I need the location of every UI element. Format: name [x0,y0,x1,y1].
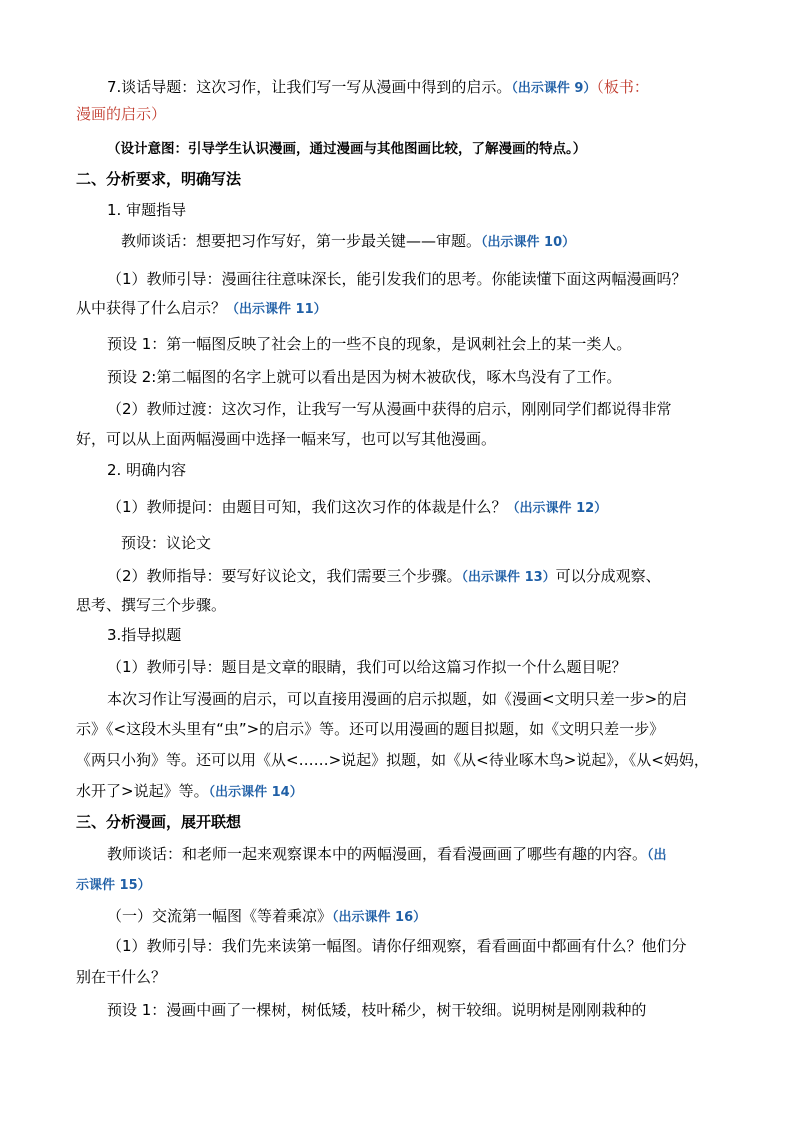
text-line [76,966,716,988]
text-line [121,230,761,254]
text-segment-blue: （出示课件 11） [226,302,327,317]
text-segment-blue: （出示课件 12） [506,501,608,516]
text-line [107,398,747,420]
text-segment: 别在干什么？ [76,968,167,986]
text-segment: 预设 1：第一幅图反映了社会上的一些不良的现象，是讽刺社会上的某一类人。 [107,335,632,353]
text-segment: （1）教师提问：由题目可知，我们这次习作的体裁是什么？ [107,498,507,516]
text-segment: 7.谈话导题：这次习作，让我们写一写从漫画中得到的启示。 [107,78,512,96]
text-segment: 预设 2:第二幅图的名字上就可以看出是因为树木被砍伐，啄木鸟没有了工作。 [107,368,622,386]
text-line [107,905,747,929]
text-line [107,624,747,646]
text-line [76,873,716,897]
text-segment-blue: （出示课件 10） [481,235,576,250]
text-line [107,565,747,589]
text-segment-blue: （出示课件 16） [332,910,427,925]
text-line [76,780,716,804]
text-segment: （1）教师引导：漫画往往意味深长，能引发我们的思考。你能读懂下面这两幅漫画吗？ [107,270,687,288]
text-segment: 思考、撰写三个步骤。 [76,596,227,614]
text-line [107,459,747,481]
text-segment: 教师谈话：想要把习作写好，第一步最关键——审题。 [121,232,482,250]
text-line [76,811,716,833]
text-segment: 1. 审题指导 [107,201,187,219]
text-line [107,935,747,957]
text-segment: 3.指导拟题 [107,626,182,644]
text-segment-note: （设计意图：引导学生认识漫画，通过漫画与其他图画比较，了解漫画的特点。） [107,141,587,157]
text-line [107,366,747,388]
text-segment: 可以分成观察、 [555,567,661,585]
text-segment-blue: （出示课件 9） [511,81,597,96]
text-segment: 本次习作让写漫画的启示，可以直接用漫画的启示拟题，如《漫画<文明只差一步>的启 [107,690,688,708]
text-segment: 预设 1：漫画中画了一棵树，树低矮，枝叶稀少，树干较细。说明树是刚刚栽种的 [107,1001,647,1019]
text-line [107,688,747,710]
text-line [76,103,716,125]
text-segment: 好，可以从上面两幅漫画中选择一幅来写，也可以写其他漫画。 [76,430,497,448]
text-line [76,594,716,616]
text-segment-red: （板书： [596,78,649,96]
text-line [107,333,747,355]
text-segment: 从中获得了什么启示？ [76,299,227,317]
text-segment-bold: 三、分析漫画，展开联想 [76,813,242,831]
text-line [107,843,747,867]
text-segment: 2. 明确内容 [107,461,187,479]
text-segment: 示》《<这段木头里有“虫”>的启示》等。还可以用漫画的题目拟题，如《文明只差一步》 [76,720,665,738]
text-segment-blue: （出 [647,848,667,863]
text-segment: 教师谈话：和老师一起来观察课本中的两幅漫画，看看漫画画了哪些有趣的内容。 [107,845,648,863]
text-segment: 《两只小狗》等。还可以用《从<……>说起》拟题，如《从<待业啄木鸟>说起》，《从<妈妈， [76,751,709,769]
text-line [76,168,716,190]
text-segment: （1）教师引导：题目是文章的眼睛，我们可以给这篇习作拟一个什么题目呢？ [107,658,627,676]
text-segment-red: 漫画的启示） [76,105,167,123]
text-line [76,297,716,321]
text-segment-blue: （出示课件 13） [461,570,556,585]
text-line [76,749,716,771]
text-segment: 预设：议论文 [121,534,212,552]
text-line [107,76,747,100]
text-segment: （2）教师指导：要写好议论文，我们需要三个步骤。 [107,567,462,585]
text-segment-blue: 示课件 15） [76,878,151,893]
text-line [107,999,747,1021]
text-line [121,532,761,554]
text-segment: （2）教师过渡：这次习作，让我写一写从漫画中获得的启示，刚刚同学们都说得非常 [107,400,672,418]
text-line [107,199,747,221]
text-segment-blue: （出示课件 14） [208,785,303,800]
text-line [107,496,747,520]
text-line [107,137,747,160]
text-line [76,718,716,740]
text-line [107,268,747,290]
text-segment-bold: 二、分析要求，明确写法 [76,170,242,188]
text-line [107,656,747,678]
text-line [76,428,716,450]
text-segment: （一）交流第一幅图《等着乘凉》 [107,907,333,925]
text-segment: （1）教师引导：我们先来读第一幅图。请你仔细观察，看看画面中都画有什么？他们分 [107,937,687,955]
text-segment: 水开了>说起》等。 [76,782,209,800]
